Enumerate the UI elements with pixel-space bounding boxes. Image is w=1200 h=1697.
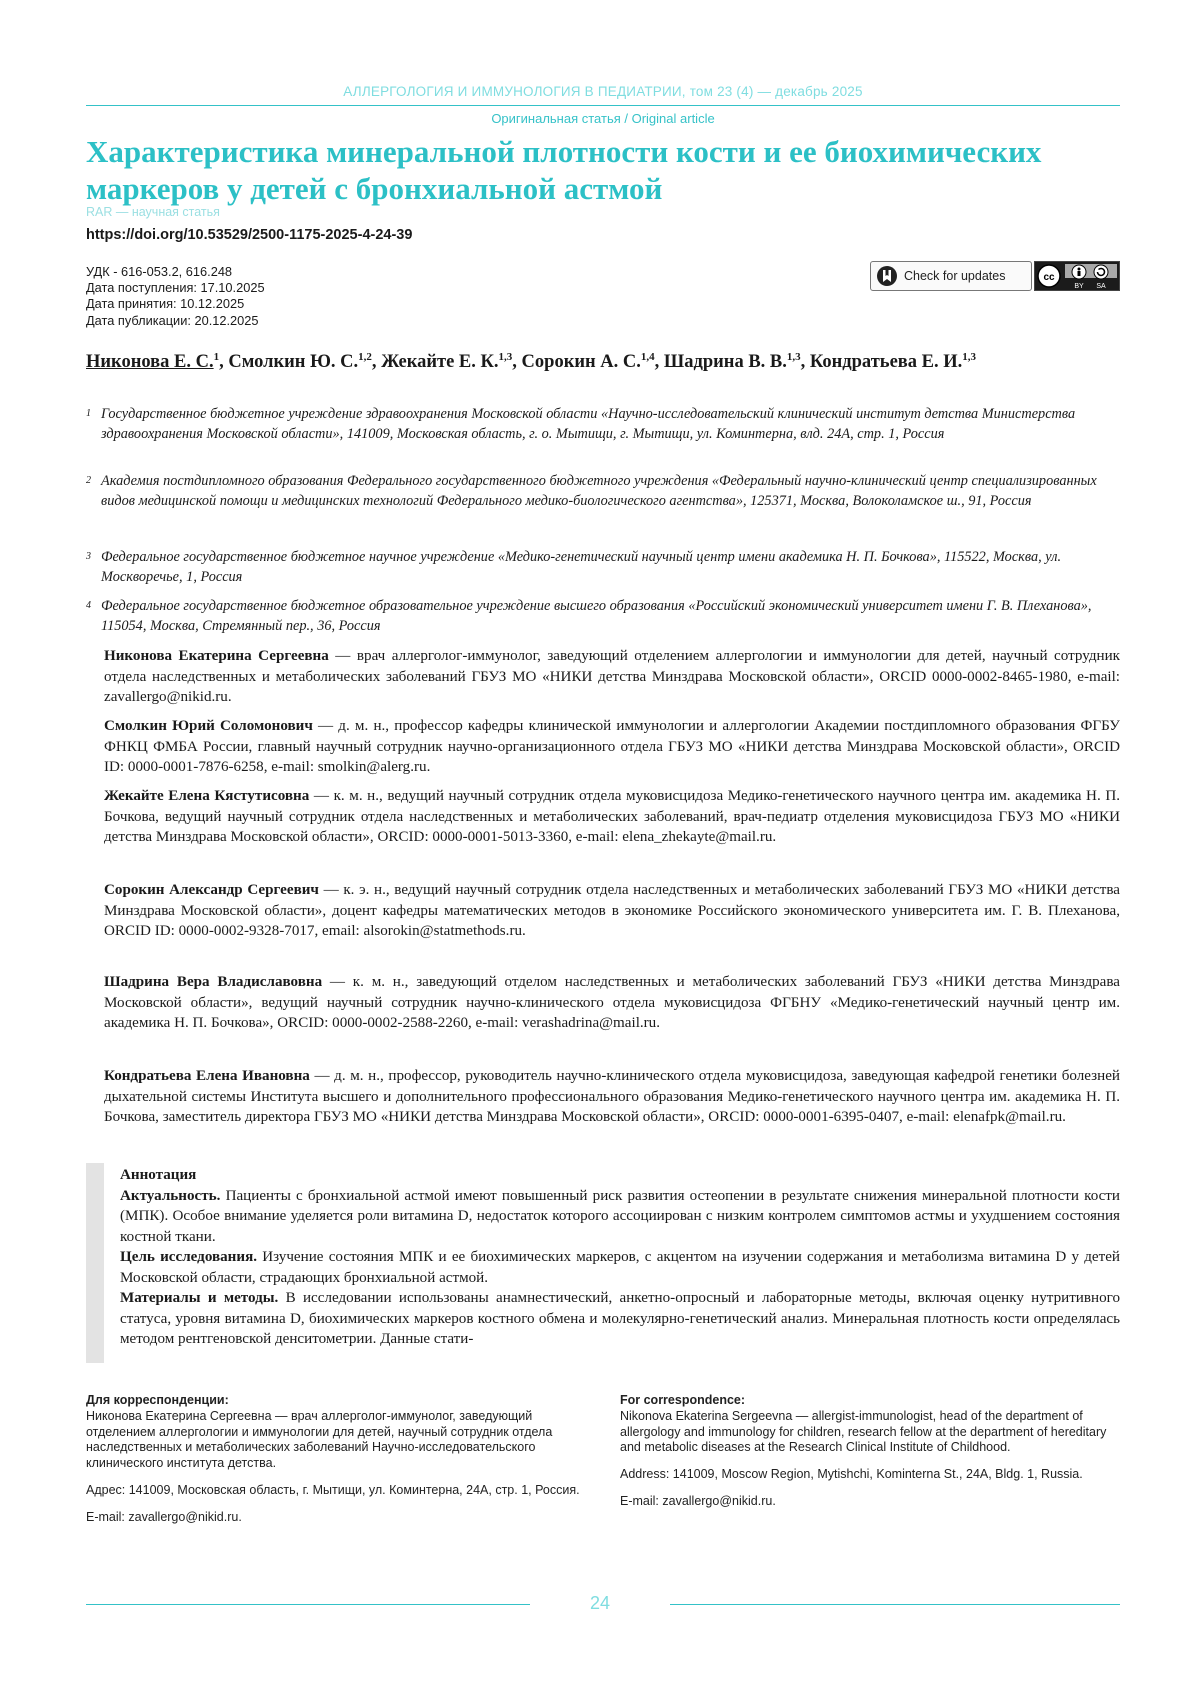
correspondence-heading: Для корреспонденции:	[86, 1393, 229, 1407]
bio-name: Кондратьева Елена Ивановна	[104, 1068, 310, 1084]
footer-rule-left	[86, 1604, 530, 1605]
affiliation-3	[86, 548, 1120, 587]
article-type: Оригинальная статья / Original article	[491, 111, 715, 126]
author-affiliation-ref: 1,2	[358, 351, 372, 363]
author-name: Никонова Е. С.	[86, 352, 214, 373]
author-affiliation-ref: 1	[213, 351, 220, 363]
abstract-methods: Материалы и методы. В исследовании использованы анамнестический, анкетно-опросный и лабораторные методы, включая оценку нутритивного статуса, уровня витамина D, биохимических маркеров костного обмена и молекулярно-генетический анализ. Минеральная плотность кости определялась методом рентгеновской денситометрии. Данные стати-	[120, 1290, 1120, 1347]
abstract-relevance: Актуальность. Пациенты с бронхиальной астмой имеют повышенный риск развития остеопении в результате снижения минеральной плотности кости (МПК). Особое внимание уделяется роли витамина D, недостаток которого ассоциирован с низким контролем симптомов астмы и ухудшением состояния костной ткани.	[120, 1187, 1120, 1245]
affiliation-number: 2	[86, 475, 91, 486]
affiliation-text: Федеральное государственное бюджетное научное учреждение «Медико-генетический научный центр имени академика Н. П. Бочкова», 115522, Москва, ул. Москворечье, 1, Россия	[101, 549, 1062, 585]
bookmark-icon	[876, 265, 898, 287]
affiliation-2	[86, 472, 1120, 511]
correspondence-ru	[86, 1393, 596, 1526]
article-title: Характеристика минеральной плотности кости и ее биохимических маркеров у детей с бронхиальной астмой	[86, 134, 1042, 206]
author-bio	[104, 880, 1120, 942]
article-meta	[86, 264, 265, 329]
affiliation-number: 1	[86, 408, 91, 419]
bio-text: — д. м. н., профессор, руководитель научно-клинического отдела муковисцидоза, заведующая кафедрой генетики болезней дыхательной системы Института высшего и дополнительного профессионального образования Медико-генетического научного центра им. академика Н. П. Бочкова, заместитель директора ГБУЗ МО «НИКИ детства Минздрава Московской области», ORCID: 0000-0001-6395-0407, e-mail: elenafpk@mail.ru.	[104, 1068, 1120, 1125]
bio-name: Никонова Екатерина Сергеевна	[104, 648, 329, 664]
affiliation-text: Академия постдипломного образования Федерального государственного бюджетного учреждения «Федеральный научно-клинический центр специализированных видов медицинской помощи и медицинских технологий Федерального медико-биологического агентства», 125371, Москва, Волоколамское ш., 91, Россия	[101, 473, 1097, 509]
cc-by-sa-icon	[1035, 262, 1119, 290]
header-divider	[86, 105, 1120, 106]
author-name: Смолкин Ю. С.	[228, 352, 359, 373]
author-affiliation-ref: 1,3	[786, 351, 801, 363]
bio-text: — д. м. н., профессор кафедры клинической иммунологии и аллергологии Академии постдипломного образования ФГБУ ФНКЦ ФМБА России, главный научный сотрудник научно-организационного отдела ГБУЗ МО «НИКИ детства Минздрава Московской области», ORCID ID: 0000-0001-7876-6258, e-mail: smolkin@alerg.ru.	[104, 718, 1120, 775]
date-published: Дата публикации: 20.12.2025	[86, 312, 259, 328]
bio-name: Сорокин Александр Сергеевич	[104, 882, 319, 898]
affiliation-text: Федеральное государственное бюджетное образовательное учреждение высшего образования «Российский экономический университет имени Г. В. Плеханова», 115054, Москва, Стремянный пер., 36, Россия	[101, 598, 1092, 634]
author-affiliation-ref: 1,3	[498, 351, 513, 363]
author-bio	[104, 786, 1120, 848]
date-accepted: Дата принятия: 10.12.2025	[86, 296, 245, 312]
affiliation-4	[86, 597, 1120, 636]
abstract-aim: Цель исследования. Изучение состояния МПК и ее биохимических маркеров, с акцентом на изучении содержания и метаболизма витамина D у детей Московской области, страдающих бронхиальной астмой.	[120, 1249, 1120, 1286]
check-for-updates-button[interactable]	[870, 261, 1032, 291]
correspondence-email: E-mail: zavallergo@nikid.ru.	[86, 1509, 242, 1524]
affiliation-text: Государственное бюджетное учреждение здравоохранения Московской области «Научно-исследовательский клинический институт детства Министерства здравоохранения Московской области», 141009, Московская область, г. о. Мытищи, г. Мытищи, ул. Коминтерна, влд. 24А, стр. 1, Россия	[101, 406, 1076, 442]
author-name: Жекайте Е. К.	[381, 352, 499, 373]
author-name: Кондратьева Е. И.	[809, 352, 963, 373]
affiliation-1	[86, 405, 1120, 444]
author-name: Сорокин А. С.	[521, 352, 641, 373]
author-affiliation-ref: 1,4	[640, 351, 655, 363]
cc-license-badge[interactable]	[1034, 261, 1120, 291]
authors-list: Никонова Е. С.$^1$, Смолкин Ю. С.$^{1,2}$, Жекайте Е. К.$^{1,3}$, Сорокин А. С.$^{1,4}$, Шадрина В. В.$^{1,3}$, Кондратьева Е. И.$^{1,3}$	[86, 351, 976, 373]
author-name: Шадрина В. В.	[663, 352, 787, 373]
affiliation-number: 4	[86, 600, 91, 611]
cc-by-label: BY	[1074, 283, 1084, 290]
author-bio	[104, 716, 1120, 778]
date-received: Дата поступления: 17.10.2025	[86, 280, 265, 296]
page-number: 24	[589, 1593, 611, 1613]
bio-text: — врач аллерголог-иммунолог, заведующий отделением аллергологии и иммунологии для детей, научный сотрудник отдела наследственных и метаболических заболеваний ГБУЗ МО «НИКИ детства Минздрава Московской области», ORCID 0000-0002-8465-1980, e-mail: zavallergo@nikid.ru.	[104, 648, 1120, 705]
journal-header: АЛЛЕРГОЛОГИЯ И ИММУНОЛОГИЯ В ПЕДИАТРИИ, том 23 (4) — декабрь 2025	[343, 84, 863, 99]
correspondence-heading: For correspondence:	[620, 1393, 746, 1407]
correspondence-person: Никонова Екатерина Сергеевна — врач аллерголог-иммунолог, заведующий отделением аллергологии и иммунологии для детей, научный сотрудник отдела наследственных и метаболических заболеваний Научно-исследовательского клинического института детства.	[86, 1408, 553, 1471]
correspondence-person: Nikonova Ekaterina Sergeevna — allergist-immunologist, head of the department of allergology and immunology for children, research fellow at the department of hereditary and metabolic diseases at the Research Clinical Institute of Childhood.	[620, 1408, 1107, 1455]
svg-text:cc: cc	[1043, 272, 1055, 283]
affiliation-number: 3	[86, 551, 91, 562]
author-affiliation-ref: 1,3	[962, 351, 976, 363]
footer-rule-right	[670, 1604, 1120, 1605]
author-bio	[104, 646, 1120, 708]
author-bio	[104, 972, 1120, 1034]
bio-name: Шадрина Вера Владиславовна	[104, 974, 323, 990]
correspondence-address: Address: 141009, Moscow Region, Mytishchi, Kominterna St., 24A, Bldg. 1, Russia.	[620, 1467, 1083, 1482]
rar-label: RAR — научная статья	[86, 205, 220, 219]
check-updates-label: Check for updates	[904, 269, 1006, 283]
correspondence-email: E-mail: zavallergo@nikid.ru.	[620, 1493, 776, 1508]
bio-name: Жекайте Елена Кястутисовна	[104, 788, 310, 804]
correspondence-address: Адрес: 141009, Московская область, г. Мытищи, ул. Коминтерна, 24А, стр. 1, Россия.	[86, 1482, 580, 1497]
bio-text: — к. м. н., заведующий отделом наследственных и метаболических заболеваний ГБУЗ «НИКИ детства Минздрава Московской области», ведущий научный сотрудник научно-клинического отдела муковисцидоза ФГБНУ «Медико-генетический научный центр им. академика Н. П. Бочкова», ORCID: 0000-0002-2588-2260, e-mail: verashadrina@mail.ru.	[104, 974, 1120, 1031]
author-bio	[104, 1066, 1120, 1128]
abstract-heading: Аннотация	[120, 1167, 197, 1183]
bio-name: Смолкин Юрий Соломонович	[104, 718, 313, 734]
abstract-side-bar	[86, 1163, 104, 1363]
cc-sa-label: SA	[1096, 283, 1106, 290]
doi-link[interactable]: https://doi.org/10.53529/2500-1175-2025-4-24-39	[86, 227, 413, 243]
bio-text: — к. м. н., ведущий научный сотрудник отдела муковисцидоза Медико-генетического научного центра им. академика Н. П. Бочкова, ведущий научный сотрудник отдела наследственных и метаболических заболеваний, врач-педиатр отделения муковисцидоза ГБУЗ МО «НИКИ детства Минздрава Московской области», ORCID: 0000-0001-5013-3360, e-mail: elena_zhekayte@mail.ru.	[104, 788, 1120, 845]
correspondence-en	[620, 1393, 1120, 1510]
udk: УДК - 616-053.2, 616.248	[86, 264, 233, 279]
abstract	[120, 1165, 1120, 1350]
bio-text: — к. э. н., ведущий научный сотрудник отдела наследственных и метаболических заболеваний ГБУЗ МО «НИКИ детства Минздрава Московской области», доцент кафедры математических методов в экономике Российского экономического университета им. Г. В. Плеханова, ORCID ID: 0000-0002-9328-7017, email: alsorokin@statmethods.ru.	[104, 882, 1120, 939]
